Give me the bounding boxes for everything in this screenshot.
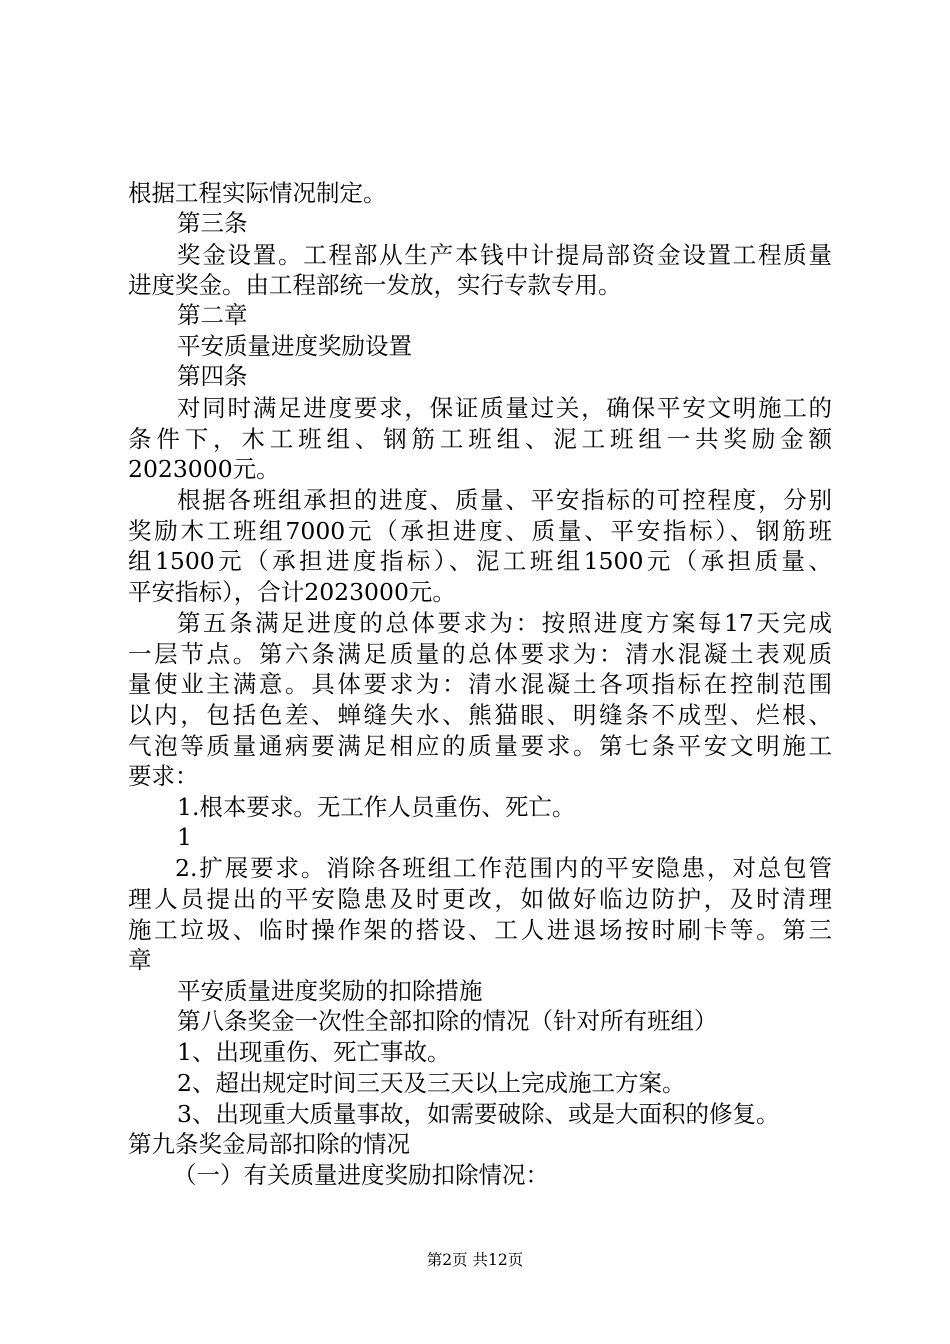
section-heading: （一）有关质量进度奖励扣除情况： <box>173 1161 549 1189</box>
text-line: 平安指标），合计2023000元。 <box>128 578 456 606</box>
text-line: 奖金设置。工程部从生产本钱中计提局部资金设置工程质量 <box>177 241 832 269</box>
text-line: 第五条满足进度的总体要求为：按照进度方案每17天完成 <box>177 609 832 637</box>
list-item: 1.根本要求。无工作人员重伤、死亡。 <box>177 793 576 821</box>
article-heading: 第九条奖金局部扣除的情况 <box>128 1130 410 1158</box>
text-line: 以内，包括色差、蝉缝失水、熊猫眼、明缝条不成型、烂根、 <box>128 701 832 729</box>
text-line: 根据工程实际情况制定。 <box>128 179 387 207</box>
text-line: 2023000元。 <box>128 455 280 483</box>
list-item: 2、超出规定时间三天及三天以上完成施工方案。 <box>177 1069 686 1097</box>
text-line: 根据各班组承担的进度、质量、平安指标的可控程度，分别 <box>177 486 832 514</box>
chapter-heading: 第二章 <box>177 301 248 329</box>
text-line: 组1500元（承担进度指标）、泥工班组1500元（承担质量、 <box>128 547 832 575</box>
text-line: 进度奖金。由工程部统一发放，实行专款专用。 <box>128 271 622 299</box>
list-item: 2.扩展要求。消除各班组工作范围内的平安隐患，对总包管 <box>175 854 832 882</box>
list-item: 3、出现重大质量事故，如需要破除、或是大面积的修复。 <box>177 1100 780 1128</box>
text-line: 施工垃圾、临时操作架的搭设、工人进退场按时刷卡等。第三 <box>128 916 832 944</box>
text-line: 章 <box>128 946 152 974</box>
text-line: 要求： <box>128 762 199 790</box>
text-line: 理人员提出的平安隐患及时更改，如做好临边防护，及时清理 <box>128 885 832 913</box>
list-item: 1、出现重伤、死亡事故。 <box>177 1038 451 1066</box>
page-footer: 第2页 共12页 <box>426 1251 524 1269</box>
text-line: 奖励木工班组7000元（承担进度、质量、平安指标）、钢筋班 <box>128 517 832 545</box>
text-line: 量使业主满意。具体要求为：清水混凝土各项指标在控制范围 <box>128 670 832 698</box>
article-heading: 第三条 <box>177 209 248 237</box>
chapter-title: 平安质量进度奖励的扣除措施 <box>177 977 483 1005</box>
article-heading: 第四条 <box>177 362 248 390</box>
text-line: 对同时满足进度要求，保证质量过关，确保平安文明施工的 <box>177 394 832 422</box>
text-line: 条件下，木工班组、钢筋工班组、泥工班组一共奖励金额 <box>128 425 832 453</box>
text-line: 一层节点。第六条满足质量的总体要求为：清水混凝土表观质 <box>128 640 832 668</box>
text-line: 气泡等质量通病要满足相应的质量要求。第七条平安文明施工 <box>128 732 832 760</box>
inline-page-number: 1 <box>177 823 192 851</box>
chapter-title: 平安质量进度奖励设置 <box>177 332 412 360</box>
article-heading: 第八条奖金一次性全部扣除的情况（针对所有班组） <box>177 1007 718 1035</box>
